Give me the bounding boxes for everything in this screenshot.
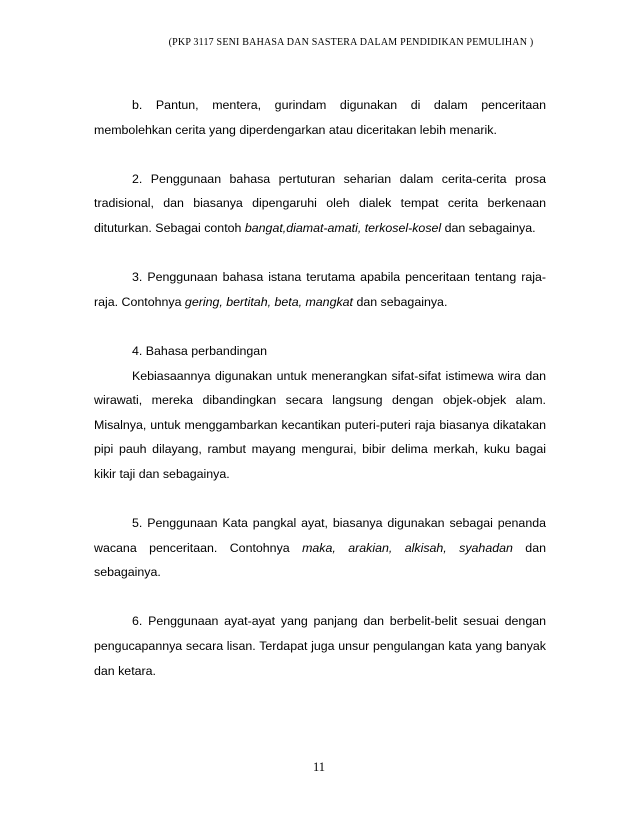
item-2-paragraph	[94, 167, 546, 241]
item-5-text: 5. Penggunaan Kata pangkal ayat, biasanya digunakan sebagai penanda wacana penceritaan. Contohnya	[94, 516, 546, 555]
running-header: (PKP 3117 SENI BAHASA DAN SASTERA DALAM PENDIDIKAN PEMULIHAN )	[168, 37, 534, 48]
item-3-paragraph	[94, 265, 546, 314]
item-3-text-end: dan sebagainya.	[353, 294, 448, 309]
item-5-examples: maka, arakian, alkisah, syahadan	[302, 540, 513, 555]
item-2-text-end: dan sebagainya.	[441, 220, 536, 235]
item-6-paragraph: 6. Penggunaan ayat-ayat yang panjang dan berbelit-belit sesuai dengan pengucapannya secara lisan. Terdapat juga unsur pengulangan kata yang banyak dan ketara.	[94, 614, 546, 678]
item-4-heading: 4. Bahasa perbandingan	[132, 343, 268, 358]
item-5-paragraph	[94, 511, 546, 585]
item-5-text-end: dan sebagainya.	[94, 540, 546, 580]
item-b-paragraph: b. Pantun, mentera, gurindam digunakan di dalam penceritaan membolehkan cerita yang diperdengarkan atau diceritakan lebih menarik.	[94, 98, 546, 137]
item-3-examples: gering, bertitah, beta, mangkat	[184, 294, 353, 309]
page-number: 11	[312, 760, 326, 774]
item-2-examples: bangat,diamat-amati, terkosel-kosel	[244, 220, 442, 235]
item-2-text: 2. Penggunaan bahasa pertuturan seharian dalam cerita-cerita prosa tradisional, dan biasanya dipengaruhi oleh dialek tempat cerita berkenaan dituturkan. Sebagai contoh	[94, 171, 546, 235]
item-3-text: 3. Penggunaan bahasa istana terutama apabila penceritaan tentang raja-raja. Contohnya	[94, 270, 546, 309]
page-body	[94, 93, 546, 683]
item-4-paragraph: Kebiasaannya digunakan untuk menerangkan sifat-sifat istimewa wira dan wirawati, mereka dibandingkan secara langsung dengan objek-objek alam. Misalnya, untuk menggambarkan kecantikan puteri-puteri raja biasanya dikatakan pipi pauh dilayang, rambut mayang mengurai, bibir delima merkah, kuku bagai kikir taji dan sebagainya.	[94, 368, 546, 481]
